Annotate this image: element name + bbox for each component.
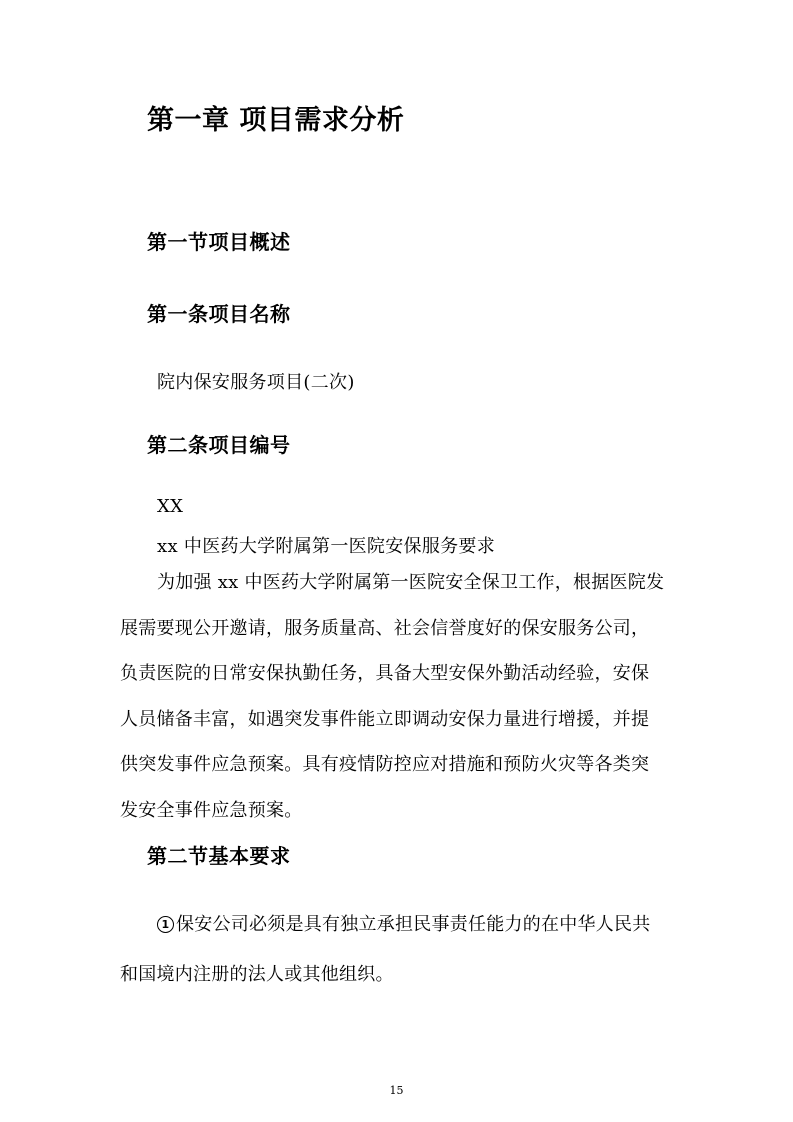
overview-paragraph [120, 568, 680, 841]
chapter-title: 第一章 项目需求分析 [147, 105, 405, 136]
requirement-paragraph [120, 910, 680, 1010]
paragraph-line: 人员储备丰富，如遇突发事件能立即调动安保力量进行增援，并提 [120, 708, 650, 730]
requirement-line: 和国境内注册的法人或其他组织。 [120, 964, 394, 985]
paragraph-line: 展需要现公开邀请，服务质量高、社会信誉度好的保安服务公司， [120, 617, 650, 639]
requirement-line [120, 910, 680, 960]
item-title-project-number: 第二条项目编号 [147, 433, 291, 457]
item-title-project-name: 第一条项目名称 [147, 302, 291, 326]
section-title-basic-requirements: 第二节基本要求 [147, 844, 291, 868]
section-title-overview: 第一节项目概述 [147, 230, 291, 254]
requirement-text: 保安公司必须是具有独立承担民事责任能力的在中华人民共 [176, 914, 651, 935]
paragraph-line: 供突发事件应急预案。具有疫情防控应对措施和预防火灾等各类突 [120, 754, 650, 775]
paragraph-line: 发安全事件应急预案。 [120, 799, 303, 821]
paragraph-line: 为加强 xx 中医药大学附属第一医院安全保卫工作，根据医院发 [157, 572, 665, 593]
circled-number-marker: 1 [157, 916, 174, 933]
page-number: 15 [389, 1084, 404, 1097]
requirements-subtitle: xx 中医药大学附属第一医院安保服务要求 [157, 536, 496, 557]
paragraph-line: 负责医院的日常安保执勤任务，具备大型安保外勤活动经验，安保 [120, 663, 650, 684]
project-number-value: XX [157, 496, 184, 517]
project-name-value: 院内保安服务项目(二次) [157, 372, 355, 393]
